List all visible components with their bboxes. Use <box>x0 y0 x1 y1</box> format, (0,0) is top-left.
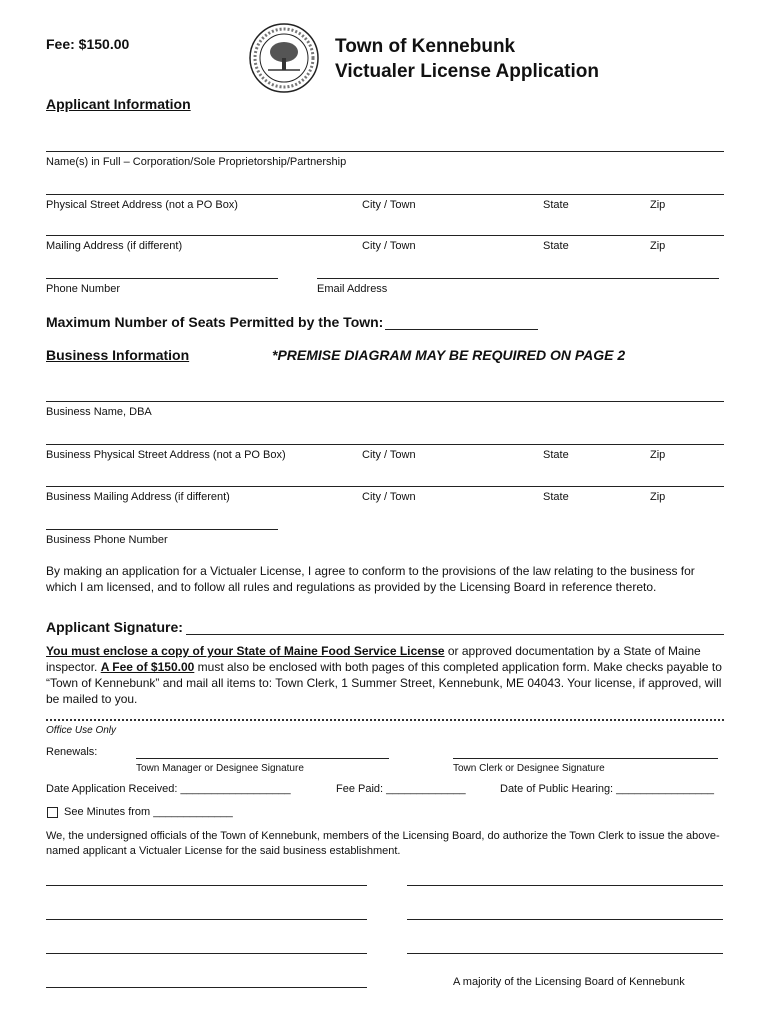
business-physical-city-label: City / Town <box>362 449 416 461</box>
board-majority-label: A majority of the Licensing Board of Kennebunk <box>453 976 685 988</box>
see-minutes-checkbox[interactable] <box>47 807 58 818</box>
board-signature-line[interactable] <box>46 885 367 886</box>
business-phone-label: Business Phone Number <box>46 534 168 546</box>
mailing-address-label: Mailing Address (if different) <box>46 240 183 252</box>
business-name-field[interactable] <box>46 401 724 402</box>
instructions-part-2: or approved documentation by a State of Maine inspector. <box>46 644 701 674</box>
applicant-signature-label: Applicant Signature: <box>46 619 183 635</box>
fee-paid-field[interactable]: Fee Paid: _____________ <box>336 783 466 795</box>
instructions-text <box>46 643 726 707</box>
business-physical-address-label: Business Physical Street Address (not a PO Box) <box>46 449 286 461</box>
business-mailing-state-label: State <box>543 491 569 503</box>
board-signature-line[interactable] <box>46 953 367 954</box>
physical-state-label: State <box>543 199 569 211</box>
business-name-label: Business Name, DBA <box>46 406 152 418</box>
instructions-part-4: must also be enclosed with both pages of this completed application form. Make checks payable to “Town of Kennebunk” and mail all items to: Town Clerk, 1 Summer Street, Kennebunk, ME 04043. Your license, if approved, will be mailed to you. <box>46 660 722 706</box>
email-label: Email Address <box>317 283 388 295</box>
business-physical-state-label: State <box>543 449 569 461</box>
business-phone-field[interactable] <box>46 529 278 530</box>
manager-signature-field[interactable] <box>136 758 389 759</box>
business-mailing-address-field[interactable] <box>46 486 724 487</box>
office-divider <box>46 719 724 721</box>
business-mailing-city-label: City / Town <box>362 491 416 503</box>
public-hearing-field[interactable]: Date of Public Hearing: ________________ <box>500 783 715 795</box>
business-physical-zip-label: Zip <box>650 449 666 461</box>
page-title <box>335 34 599 84</box>
fee-amount: Fee: $150.00 <box>46 36 130 52</box>
board-signature-line[interactable] <box>46 987 367 988</box>
board-signature-line[interactable] <box>407 919 723 920</box>
business-physical-address-field[interactable] <box>46 444 724 445</box>
physical-address-field[interactable] <box>46 194 724 195</box>
board-signature-line[interactable] <box>46 919 367 920</box>
email-field[interactable] <box>317 278 719 279</box>
fee-requirement: A Fee of $150.00 <box>100 660 195 674</box>
clerk-signature-field[interactable] <box>453 758 718 759</box>
business-mailing-zip-label: Zip <box>650 491 666 503</box>
business-heading: Business Information <box>46 347 190 363</box>
board-signature-line[interactable] <box>407 953 723 954</box>
mailing-state-label: State <box>543 240 569 252</box>
title-line-1: Town of Kennebunk <box>335 36 516 57</box>
applicant-name-label: Name(s) in Full – Corporation/Sole Proprietorship/Partnership <box>46 156 347 168</box>
title-line-2: Victualer License Application <box>335 61 599 82</box>
phone-label: Phone Number <box>46 283 120 295</box>
manager-signature-label: Town Manager or Designee Signature <box>136 763 304 774</box>
applicant-heading: Applicant Information <box>46 96 191 112</box>
mailing-zip-label: Zip <box>650 240 666 252</box>
food-license-requirement: You must enclose a copy of your State of Maine Food Service License <box>46 644 445 658</box>
max-seats-label: Maximum Number of Seats Permitted by the Town: <box>46 314 384 330</box>
clerk-signature-label: Town Clerk or Designee Signature <box>453 763 605 774</box>
physical-city-label: City / Town <box>362 199 416 211</box>
physical-address-label: Physical Street Address (not a PO Box) <box>46 199 238 211</box>
applicant-name-field[interactable] <box>46 151 724 152</box>
board-authorization-text: We, the undersigned officials of the Town of Kennebunk, members of the Licensing Board, do authorize the Town Clerk to issue the above-named applicant a Victualer License for the said business establishment. <box>46 830 720 857</box>
physical-zip-label: Zip <box>650 199 666 211</box>
premise-diagram-note: *PREMISE DIAGRAM MAY BE REQUIRED ON PAGE 2 <box>272 347 626 363</box>
town-seal-icon <box>248 22 320 94</box>
board-signature-line[interactable] <box>407 885 723 886</box>
business-mailing-address-label: Business Mailing Address (if different) <box>46 491 230 503</box>
mailing-address-field[interactable] <box>46 235 724 236</box>
applicant-signature-field[interactable] <box>186 634 724 635</box>
max-seats-field[interactable] <box>385 329 538 330</box>
agreement-text: By making an application for a Victualer License, I agree to conform to the provisions of the law relating to the business for which I am licensed, and to follow all rules and regulations as provided by the Licensing Board in reference thereto. <box>46 564 695 594</box>
phone-field[interactable] <box>46 278 278 279</box>
mailing-city-label: City / Town <box>362 240 416 252</box>
office-use-heading: Office Use Only <box>46 725 117 736</box>
see-minutes-label: See Minutes from _____________ <box>64 806 233 818</box>
date-received-field[interactable]: Date Application Received: __________________ <box>46 783 291 795</box>
renewals-label: Renewals: <box>46 746 98 758</box>
